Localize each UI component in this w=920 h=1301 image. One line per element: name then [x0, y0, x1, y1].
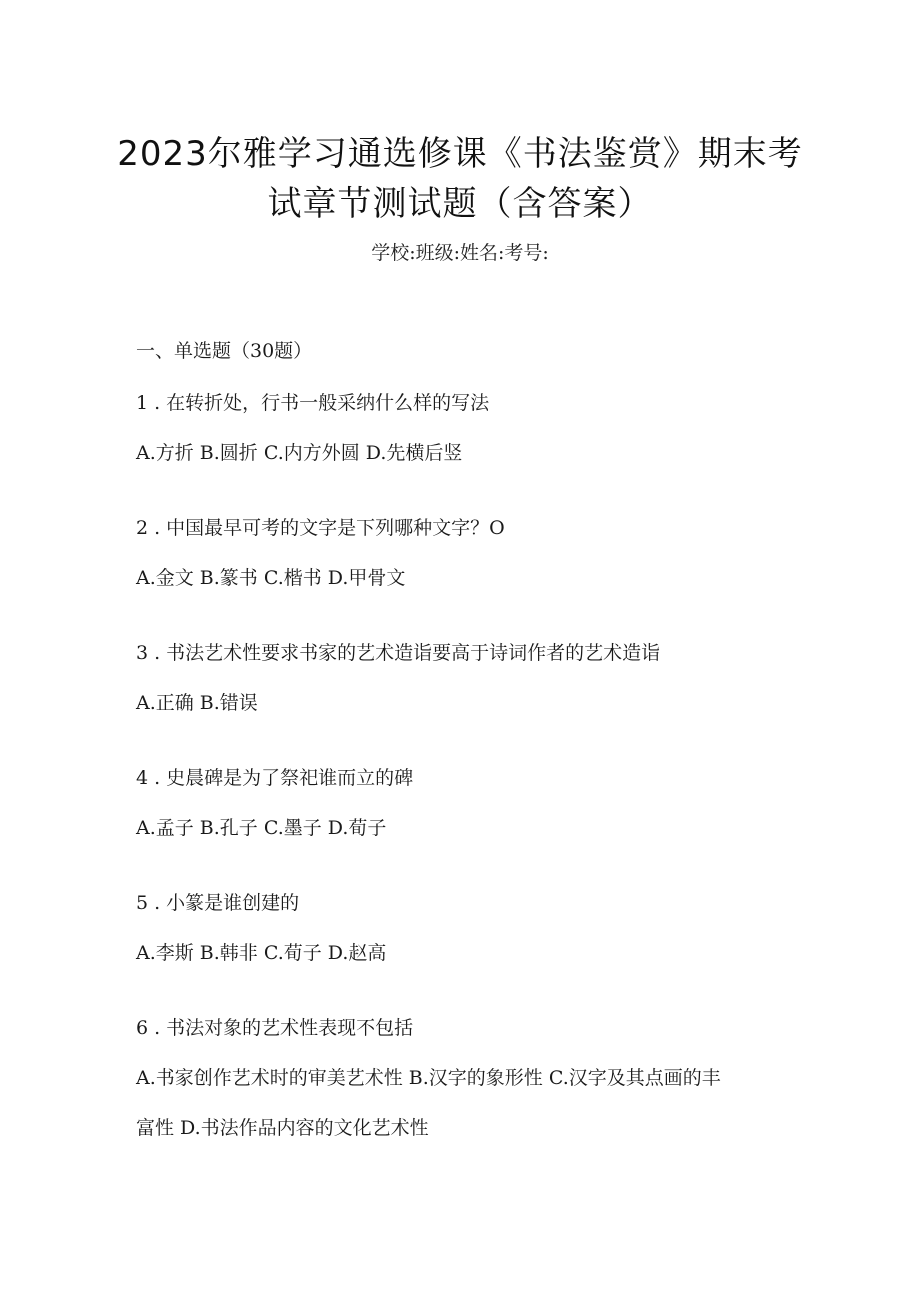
section-heading: 一、单选题（30题）	[136, 340, 313, 362]
question-2	[136, 513, 505, 540]
question-6-options-line1: A.书家创作艺术时的审美艺术性 B.汉字的象形性 C.汉字及其点画的丰	[136, 1067, 721, 1089]
question-number: 5	[136, 892, 149, 914]
question-text: . 中国最早可考的文字是下列哪种文字？O	[154, 517, 505, 539]
question-text: . 书法艺术性要求书家的艺术造诣要高于诗词作者的艺术造诣	[154, 642, 661, 664]
question-text: . 小篆是谁创建的	[154, 892, 300, 914]
question-5-options: A.李斯 B.韩非 C.荀子 D.赵高	[136, 942, 387, 964]
question-4	[136, 763, 413, 790]
student-info-line: 学校:班级:姓名:考号:	[371, 242, 549, 264]
question-1	[136, 388, 489, 415]
question-text: . 史晨碑是为了祭祀谁而立的碑	[154, 767, 414, 789]
question-number: 4	[136, 767, 149, 789]
question-6	[136, 1013, 413, 1040]
question-4-options: A.孟子 B.孔子 C.墨子 D.荀子	[136, 817, 387, 839]
question-number: 1	[136, 392, 149, 414]
question-text: . 在转折处，行书一般采纳什么样的写法	[154, 392, 490, 414]
question-3	[136, 638, 660, 665]
document-title-line1: 2023尔雅学习通选修课《书法鉴赏》期末考	[117, 134, 803, 174]
question-3-options: A.正确 B.错误	[136, 692, 258, 714]
document-title-line2: 试章节测试题（含答案）	[267, 184, 653, 224]
question-number: 3	[136, 642, 149, 664]
question-number: 2	[136, 517, 149, 539]
question-text: . 书法对象的艺术性表现不包括	[154, 1017, 414, 1039]
question-1-options: A.方折 B.圆折 C.内方外圆 D.先横后竖	[136, 442, 463, 464]
question-5	[136, 888, 299, 915]
question-6-options-line2: 富性 D.书法作品内容的文化艺术性	[136, 1117, 429, 1139]
question-2-options: A.金文 B.篆书 C.楷书 D.甲骨文	[136, 567, 406, 589]
question-number: 6	[136, 1017, 149, 1039]
